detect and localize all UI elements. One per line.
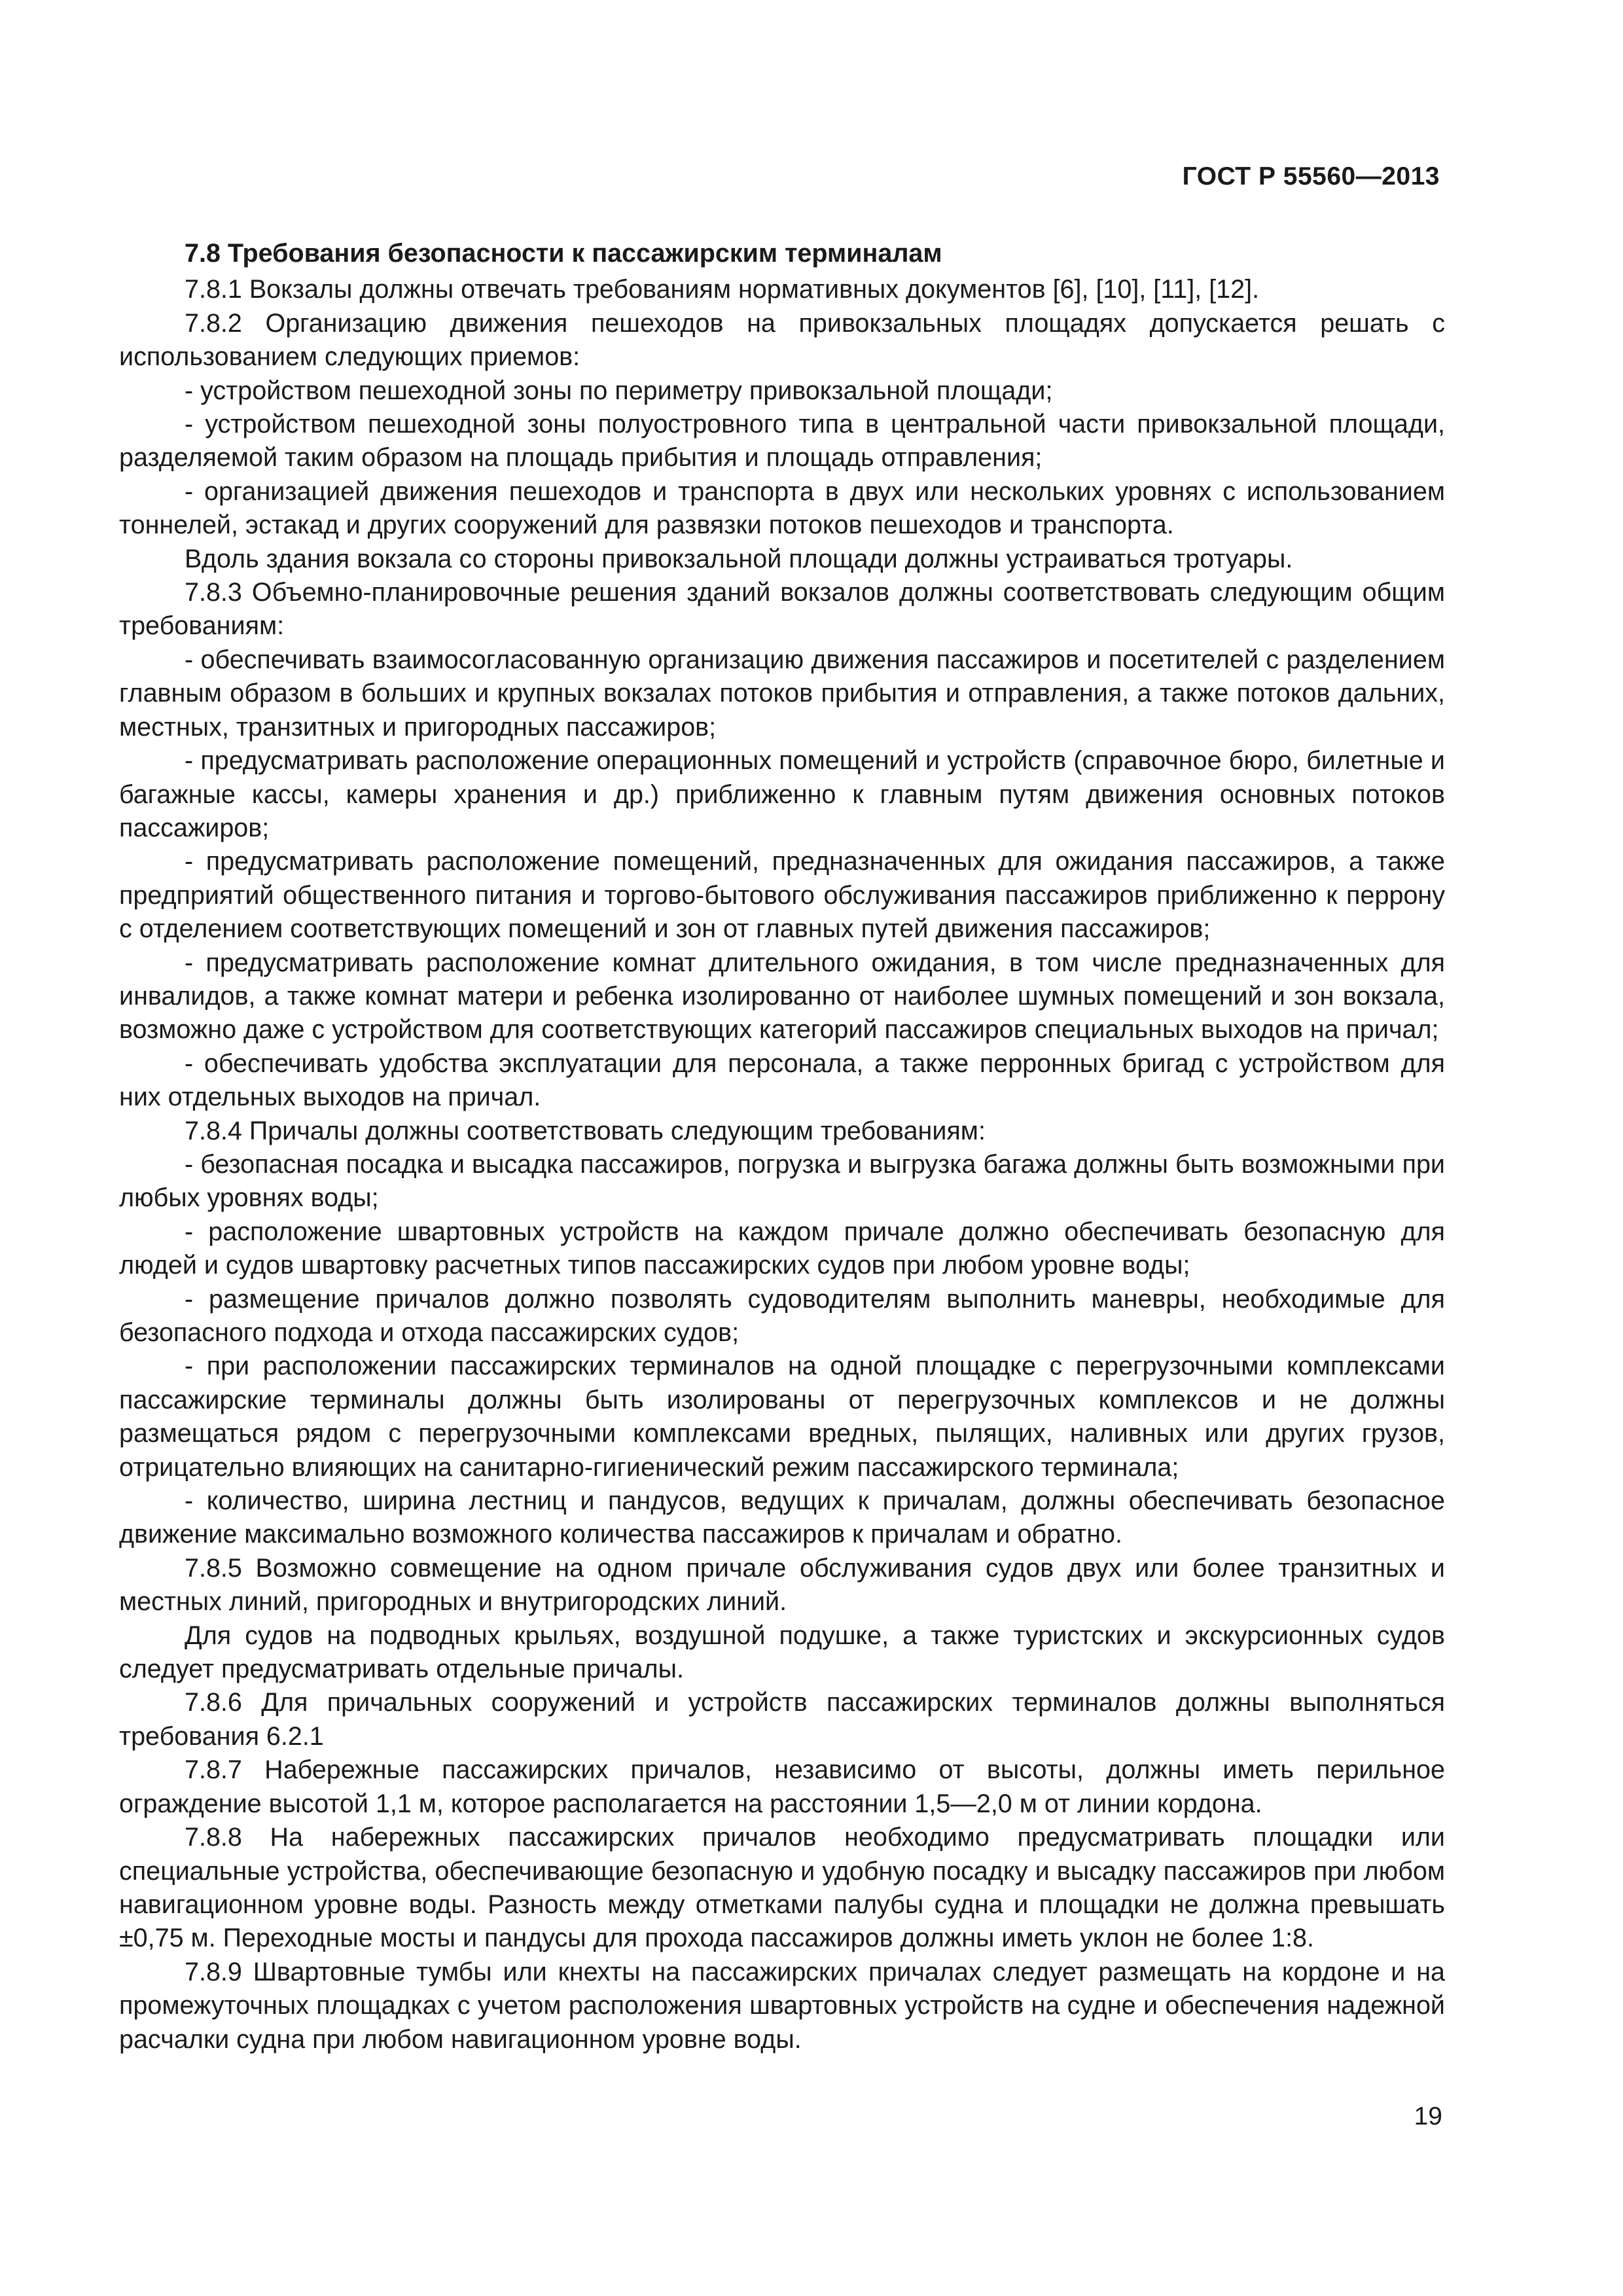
paragraph: 7.8.3 Объемно-планировочные решения зданий вокзалов должны соответствовать следующим общим требованиям:	[119, 578, 1445, 641]
list-item: - организацией движения пешеходов и транспорта в двух или нескольких уровнях с использованием тоннелей, эстакад и других сооружений для развязки потоков пешеходов и транспорта.	[119, 476, 1445, 540]
list-item: - устройством пешеходной зоны по периметру привокзальной площади;	[185, 376, 1053, 405]
paragraph: 7.8.4 Причалы должны соответствовать следующим требованиям:	[185, 1116, 986, 1145]
list-item: - обеспечивать удобства эксплуатации для персонала, а также перронных бригад с устройством для них отдельных выходов на причал.	[119, 1049, 1445, 1112]
paragraph: 7.8.1 Вокзалы должны отвечать требованиям нормативных документов [6], [10], [11], [12].	[185, 275, 1260, 304]
document-code: ГОСТ Р 55560—2013	[1182, 162, 1440, 190]
list-item: - расположение швартовных устройств на каждом причале должно обеспечивать безопасную для людей и судов швартовку расчетных типов пассажирских судов при любом уровне воды;	[119, 1217, 1445, 1280]
paragraph: 7.8.7 Набережные пассажирских причалов, независимо от высоты, должны иметь перильное ограждение высотой 1,1 м, которое располагается на расстоянии 1,5—2,0 м от линии кордона.	[119, 1755, 1445, 1818]
paragraph: Вдоль здания вокзала со стороны привокзальной площади должны устраиваться тротуары.	[185, 544, 1293, 573]
list-item: - обеспечивать взаимосогласованную организацию движения пассажиров и посетителей с разделением главным образом в больших и крупных вокзалах потоков прибытия и отправления, а также потоков дальних, местных, транзитных и пригородных пассажиров;	[119, 645, 1445, 742]
page-number: 19	[1414, 2102, 1442, 2130]
paragraph: 7.8.8 На набережных пассажирских причалов необходимо предусматривать площадки или специальные устройства, обеспечивающие безопасную и удобную посадку и высадку пассажиров при любом навигационном уровне воды. Разность между отметками палубы судна и площадки не должна превышать ±0,75 м. Переходные мосты и пандусы для прохода пассажиров должны иметь уклон не более 1:8.	[119, 1823, 1445, 1953]
list-item: - при расположении пассажирских терминалов на одной площадке с перегрузочными комплексами пассажирские терминалы должны быть изолированы от перегрузочных комплексов и не должны размещаться рядом с перегрузочными комплексами вредных, пылящих, наливных или других грузов, отрицательно влияющих на санитарно-гигиенический режим пассажирского терминала;	[119, 1352, 1445, 1482]
paragraph: 7.8.5 Возможно совмещение на одном причале обслуживания судов двух или более транзитных и местных линий, пригородных и внутригородских линий.	[119, 1553, 1445, 1617]
list-item: - предусматривать расположение операционных помещений и устройств (справочное бюро, билетные и багажные кассы, камеры хранения и др.) приближенно к главным путям движения основных потоков пассажиров;	[119, 746, 1445, 842]
list-item: - предусматривать расположение помещений, предназначенных для ожидания пассажиров, а также предприятий общественного питания и торгово-бытового обслуживания пассажиров приближенно к перрону с отделением соответствующих помещений и зон от главных путей движения пассажиров;	[119, 847, 1445, 944]
list-item: - предусматривать расположение комнат длительного ожидания, в том числе предназначенных для инвалидов, а также комнат матери и ребенка изолированно от наиболее шумных помещений и зон вокзала, возможно даже с устройством для соответствующих категорий пассажиров специальных выходов на причал;	[119, 948, 1445, 1045]
section-content	[119, 237, 1445, 2056]
list-item: - количество, ширина лестниц и пандусов, ведущих к причалам, должны обеспечивать безопасное движение максимально возможного количества пассажиров к причалам и обратно.	[119, 1486, 1445, 1549]
list-item: - безопасная посадка и высадка пассажиров, погрузка и выгрузка багажа должны быть возможными при любых уровнях воды;	[119, 1149, 1445, 1213]
list-item: - размещение причалов должно позволять судоводителям выполнить маневры, необходимые для безопасного подхода и отхода пассажирских судов;	[119, 1284, 1445, 1347]
paragraph: 7.8.2 Организацию движения пешеходов на привокзальных площадях допускается решать с использованием следующих приемов:	[119, 308, 1445, 372]
paragraph: Для судов на подводных крыльях, воздушной подушке, а также туристских и экскурсионных судов следует предусматривать отдельные причалы.	[119, 1621, 1445, 1684]
list-item: - устройством пешеходной зоны полуостровного типа в центральной части привокзальной площади, разделяемой таким образом на площадь прибытия и площадь отправления;	[119, 410, 1445, 473]
paragraph: 7.8.6 Для причальных сооружений и устройств пассажирских терминалов должны выполняться требования 6.2.1	[119, 1688, 1445, 1751]
paragraph: 7.8.9 Швартовные тумбы или кнехты на пассажирских причалах следует размещать на кордоне и на промежуточных площадках с учетом расположения швартовных устройств на судне и обеспечения надежной расчалки судна при любом навигационном уровне воды.	[119, 1957, 1445, 2054]
section-title: 7.8 Требования безопасности к пассажирским терминалам	[185, 239, 942, 268]
